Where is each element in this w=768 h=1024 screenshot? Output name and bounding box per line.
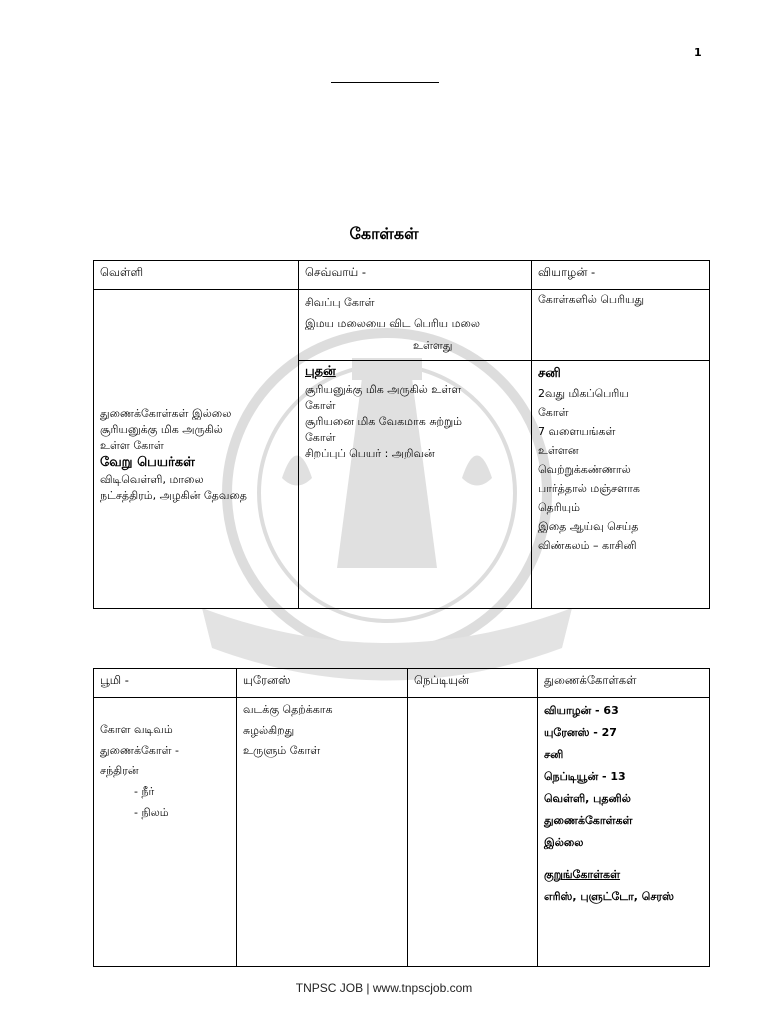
header-earth: பூமி - (94, 669, 237, 698)
header-venus: வெள்ளி (94, 261, 299, 290)
mars-line: சிவப்பு கோள் (305, 296, 375, 309)
jupiter-line: கோள்களில் பெரியது (538, 293, 644, 306)
saturn-cell (532, 361, 710, 609)
satellites-cell (538, 698, 710, 967)
saturn-line: 7 வளையங்கள் (538, 425, 616, 439)
earth-line: - நிலம் (134, 805, 169, 819)
earth-line: - நீர் (134, 785, 155, 799)
venus-line: துணைக்கோள்கள் இல்லை (100, 406, 232, 420)
mars-line: உள்ளது (413, 338, 453, 352)
page-number: 1 (694, 46, 702, 59)
header-mars: செவ்வாய் - (299, 261, 532, 290)
table1-row-top (94, 290, 710, 361)
saturn-line: கோள் (538, 406, 569, 420)
satellites-line: வெள்ளி, புதனில் (544, 792, 631, 805)
uranus-line: வடக்கு தெற்க்காக (243, 703, 333, 716)
mercury-heading: புதன் (305, 364, 336, 379)
mercury-line: சூரியனுக்கு மிக அருகில் உள்ள (305, 382, 462, 396)
planets-table-1 (93, 260, 710, 609)
footer: TNPSC JOB | www.tnpscjob.com (295, 981, 473, 995)
uranus-line: உருளும் கோள் (243, 744, 321, 758)
satellites-line: சனி (544, 748, 564, 761)
header-neptune: நெப்டியுன் (408, 669, 538, 698)
mars-cell (299, 290, 532, 361)
mercury-line: கோள் (305, 430, 336, 444)
uranus-line: சுழல்கிறது (243, 723, 295, 737)
venus-line: சூரியனுக்கு மிக அருகில் (100, 422, 223, 436)
satellites-line: நெப்டியூன் - 13 (544, 770, 626, 783)
saturn-line: வெற்றுக்கண்ணால் (538, 462, 631, 476)
saturn-heading: சனி (538, 366, 561, 381)
venus-cell (94, 290, 299, 609)
venus-other-names-heading: வேறு பெயர்கள் (100, 454, 195, 470)
saturn-line: பார்த்தால் மஞ்சளாக (538, 481, 640, 495)
table1-header-row (94, 261, 710, 290)
planets-table-2 (93, 668, 710, 967)
saturn-line: இதை ஆய்வு செய்த (538, 519, 639, 533)
earth-line: துணைக்கோள் - (100, 743, 179, 757)
table2-row (94, 698, 710, 967)
top-rule (331, 82, 439, 83)
saturn-line: 2வது மிகப்பெரிய (538, 387, 629, 401)
earth-line: கோள வடிவம் (100, 723, 173, 736)
satellites-line: துணைக்கோள்கள் (544, 814, 633, 827)
jupiter-cell (532, 290, 710, 361)
earth-line: சந்திரன் (100, 764, 139, 778)
uranus-cell (237, 698, 408, 967)
satellites-line: இல்லை (544, 836, 584, 849)
mercury-cell (299, 361, 532, 609)
mercury-line: சிறப்புப் பெயர் : அறிவன் (305, 446, 435, 460)
mars-line: இமய மலையை விட பெரிய மலை (305, 317, 480, 331)
mercury-line: கோள் (305, 398, 336, 412)
dwarf-planets-heading: குறுங்கோள்கள் (544, 868, 621, 881)
mercury-line: சூரியனை மிக வேகமாக சுற்றும் (305, 414, 463, 428)
header-uranus: யுரேனஸ் (237, 669, 408, 698)
venus-line: உள்ள கோள் (100, 438, 164, 452)
saturn-line: விண்கலம் – காசினி (538, 538, 637, 552)
venus-name: நட்சத்திரம், அழகின் தேவதை (100, 489, 247, 503)
saturn-line: தெரியும் (538, 500, 580, 514)
page-title: கோள்கள் (349, 224, 419, 243)
table2-header-row (94, 669, 710, 698)
dwarf-planets-list: எரிஸ், புளுட்டோ, செரஸ் (544, 890, 674, 903)
satellites-line: யுரேனஸ் - 27 (544, 726, 617, 739)
saturn-line: உள்ளன (538, 444, 579, 458)
header-jupiter: வியாழன் - (532, 261, 710, 290)
neptune-cell (408, 698, 538, 967)
satellites-line: வியாழன் - 63 (544, 704, 619, 717)
header-satellites: துணைக்கோள்கள் (538, 669, 710, 698)
earth-cell (94, 698, 237, 967)
venus-name: விடிவெள்ளி, மாலை (100, 473, 204, 487)
